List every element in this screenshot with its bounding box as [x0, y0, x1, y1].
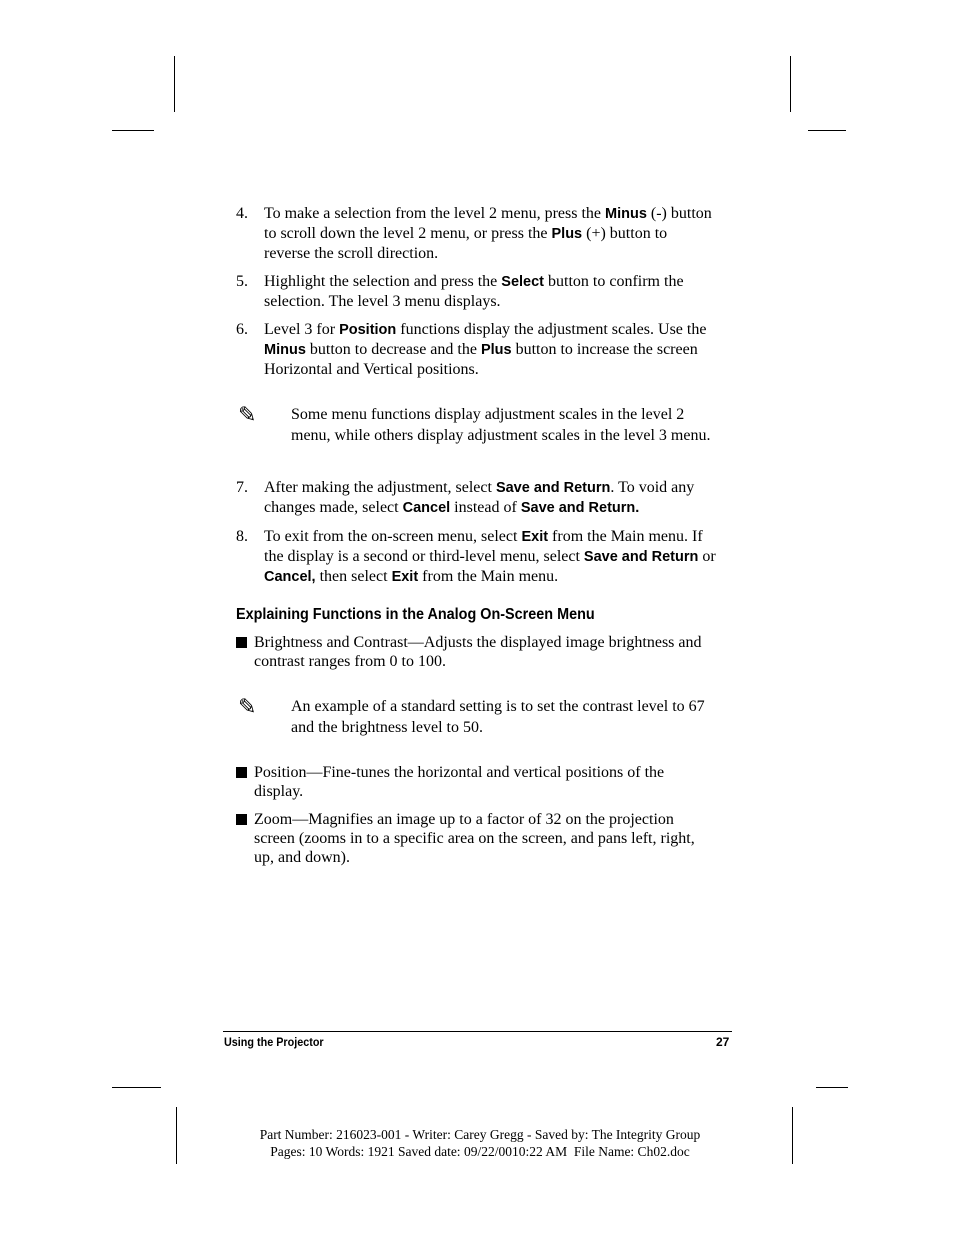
step-number: 5. [236, 273, 248, 290]
emphasized-term: Minus [605, 206, 647, 222]
crop-mark-bottom-right-horizontal [816, 1087, 848, 1088]
step-text-run: button to confirm the selection. The level 3 menu displays. [264, 273, 684, 310]
step-text [264, 273, 684, 310]
crop-mark-bottom-left-vertical [176, 1107, 177, 1164]
emphasized-term: Save and Return [583, 549, 699, 565]
step-text-run: Highlight the selection and press the [264, 273, 502, 290]
bullet-text: Brightness and Contrast—Adjusts the displayed image brightness and contrast ranges from 0 to 100. [254, 634, 702, 670]
step-item [236, 478, 716, 518]
emphasized-term: Save and Return. [520, 500, 640, 516]
emphasized-term: Exit [391, 569, 419, 585]
note-text: An example of a standard setting is to set the contrast level to 67 and the brightness level to 50. [291, 698, 705, 736]
emphasized-term: Cancel, [264, 569, 316, 585]
step-text-run: (+) button to reverse the scroll direction. [264, 225, 668, 262]
square-bullet-icon [236, 814, 247, 825]
section-heading: Explaining Functions in the Analog On-Screen Menu [236, 606, 595, 623]
step-text [264, 528, 716, 585]
step-text-run: or [698, 548, 716, 565]
emphasized-term: Cancel [402, 500, 451, 516]
note-menu-scales [236, 405, 716, 446]
bullet-position [236, 763, 716, 801]
step-text [264, 205, 712, 262]
crop-mark-top-left-horizontal [112, 130, 154, 131]
step-text-run: from the Main menu. If the display is a second or third-level menu, select [264, 528, 703, 565]
step-text-run: After making the adjustment, select [264, 479, 496, 496]
step-text-run: then select [315, 568, 392, 585]
bullet-brightness-contrast [236, 633, 716, 671]
emphasized-term: Position [339, 322, 397, 338]
emphasized-term: Exit [521, 529, 549, 545]
step-text-run: . To void any changes made, select [264, 479, 695, 516]
square-bullet-icon [236, 637, 247, 648]
step-text-run: button to increase the screen Horizontal and Vertical positions. [264, 341, 698, 378]
crop-mark-top-right-vertical [790, 56, 791, 112]
step-number: 8. [236, 528, 248, 545]
emphasized-term: Plus [551, 226, 583, 242]
footer-section-title: Using the Projector [224, 1035, 324, 1049]
step-text-run: To exit from the on-screen menu, select [264, 528, 522, 545]
pencil-icon: ✎ [238, 403, 257, 428]
part-info-line-2: Pages: 10 Words: 1921 Saved date: 09/22/0010:22 AM File Name: Ch02.doc [270, 1144, 690, 1159]
step-text-run: from the Main menu. [418, 568, 559, 585]
emphasized-term: Save and Return [495, 480, 611, 496]
crop-mark-bottom-left-horizontal [112, 1087, 161, 1088]
step-number: 4. [236, 205, 248, 222]
square-bullet-icon [236, 767, 247, 778]
step-item [236, 272, 716, 311]
steps-list-second [236, 478, 716, 587]
page-number: 27 [716, 1035, 730, 1049]
step-text [264, 321, 706, 378]
emphasized-term: Minus [264, 342, 306, 358]
steps-list-first [236, 204, 716, 379]
step-number: 7. [236, 479, 248, 496]
bullet-text: Position—Fine-tunes the horizontal and vertical positions of the display. [254, 764, 665, 800]
note-text: Some menu functions display adjustment scales in the level 2 menu, while others display adjustment scales in the level 3 menu. [291, 406, 711, 444]
step-text-run: To make a selection from the level 2 menu, press the [264, 205, 605, 222]
note-standard-setting [236, 697, 716, 738]
bullet-zoom [236, 810, 716, 867]
part-info-line-1: Part Number: 216023-001 - Writer: Carey Gregg - Saved by: The Integrity Group [259, 1127, 701, 1142]
emphasized-term: Select [501, 274, 545, 290]
crop-mark-bottom-right-vertical [792, 1107, 793, 1164]
step-number: 6. [236, 321, 248, 338]
step-item [236, 204, 716, 263]
footer-rule [223, 1031, 732, 1032]
step-text-run: (-) button to scroll down the level 2 menu, or press the [264, 205, 712, 242]
step-text-run: functions display the adjustment scales. Use the [396, 321, 707, 338]
part-info [240, 1126, 720, 1160]
step-text-run: instead of [450, 499, 521, 516]
step-text-run: Level 3 for [264, 321, 340, 338]
crop-mark-top-left-vertical [174, 56, 175, 112]
bullet-text: Zoom—Magnifies an image up to a factor of 32 on the projection screen (zooms in to a specific area on the screen, and pans left, right, up, and down). [254, 811, 695, 866]
emphasized-term: Plus [480, 342, 512, 358]
step-text [264, 479, 694, 516]
pencil-icon: ✎ [238, 695, 257, 720]
page-content [236, 204, 716, 876]
step-text-run: button to decrease and the [305, 341, 481, 358]
step-item [236, 527, 716, 587]
crop-mark-top-right-horizontal [808, 130, 846, 131]
step-item [236, 320, 716, 379]
